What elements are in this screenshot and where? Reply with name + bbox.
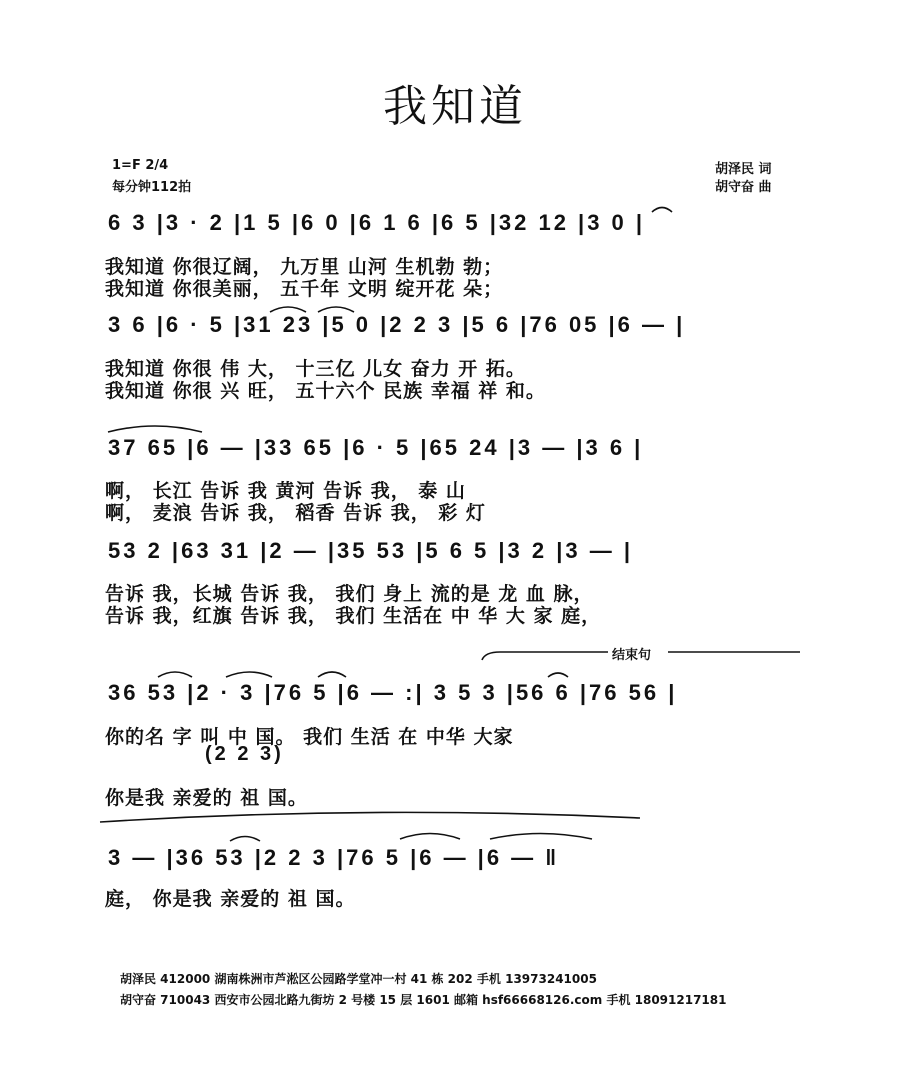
ending-label: 结束句 [612, 648, 652, 663]
song-title: 我知道 [383, 81, 527, 132]
notation-line: 36 53 |2 · 3 |76 5 |6 — :| 3 5 3 |56 6 |76 56 | [108, 680, 678, 705]
lyricist-credit: 胡泽民 词 [715, 162, 772, 177]
notation-line: 37 65 |6 — |33 65 |6 · 5 |65 24 |3 — |3 6 | [108, 435, 644, 460]
slur-mark [108, 426, 202, 432]
lyricist-contact: 胡泽民 412000 湖南株洲市芦淞区公园路学堂冲一村 41 栋 202 手机 13973241005 [120, 972, 597, 986]
tie-mark [100, 812, 640, 822]
alternate-lyric-line: 你是我 亲爱的 祖 国。 [105, 787, 308, 809]
slur-mark [548, 673, 568, 677]
lyric-line: 啊， 麦浪 告诉 我， 稻香 告诉 我， 彩 灯 [105, 502, 486, 524]
slur-mark [270, 307, 306, 312]
notation-line: 3 6 |6 · 5 |31 23 |5 0 |2 2 3 |5 6 |76 05 |6 — | [108, 312, 686, 337]
tempo-marking: 每分钟112拍 [112, 180, 192, 195]
slur-mark [318, 307, 354, 312]
lyric-line: 告诉 我，红旗 告诉 我， 我们 生活在 中 华 大 家 庭， [105, 605, 602, 627]
slur-mark [400, 834, 460, 840]
lyric-line: 你的名 字 叫 中 国。 我们 生活 在 中华 大家 [105, 726, 514, 748]
lyric-line: 啊， 长江 告诉 我 黄河 告诉 我， 泰 山 [105, 480, 466, 502]
lyric-line: 告诉 我，长城 告诉 我， 我们 身上 流的是 龙 血 脉， [105, 583, 594, 605]
lyric-line: 我知道 你很 伟 大， 十三亿 儿女 奋力 开 拓。 [105, 358, 526, 380]
notation-line: 3 — |36 53 |2 2 3 |76 5 |6 — |6 — ‖ [108, 845, 560, 870]
lyric-line: 庭， 你是我 亲爱的 祖 国。 [105, 888, 356, 910]
notation-line: 53 2 |63 31 |2 — |35 53 |5 6 5 |3 2 |3 — | [108, 538, 634, 563]
slur-mark [158, 672, 192, 677]
notation-line: 6 3 |3 · 2 |1 5 |6 0 |6 1 6 |6 5 |32 12 |3 0 | [108, 210, 646, 235]
lyric-line: 我知道 你很美丽， 五千年 文明 绽开花 朵； [105, 278, 504, 300]
slur-mark [230, 837, 260, 842]
alternate-notes: (2 2 3) [205, 743, 284, 765]
slur-mark [652, 208, 672, 213]
composer-credit: 胡守奋 曲 [715, 180, 772, 195]
key-signature: 1=F 2/4 [112, 158, 169, 173]
lyric-line: 我知道 你很 兴 旺， 五十六个 民族 幸福 祥 和。 [105, 380, 546, 402]
slur-mark [318, 672, 346, 677]
slur-mark [490, 834, 592, 840]
ending-bracket [482, 652, 800, 660]
slur-mark [226, 672, 272, 677]
composer-contact: 胡守奋 710043 西安市公园北路九街坊 2 号楼 15 层 1601 邮箱 hsf66668126.com 手机 18091217181 [120, 993, 727, 1007]
lyric-line: 我知道 你很辽阔， 九万里 山河 生机勃 勃； [105, 256, 504, 278]
